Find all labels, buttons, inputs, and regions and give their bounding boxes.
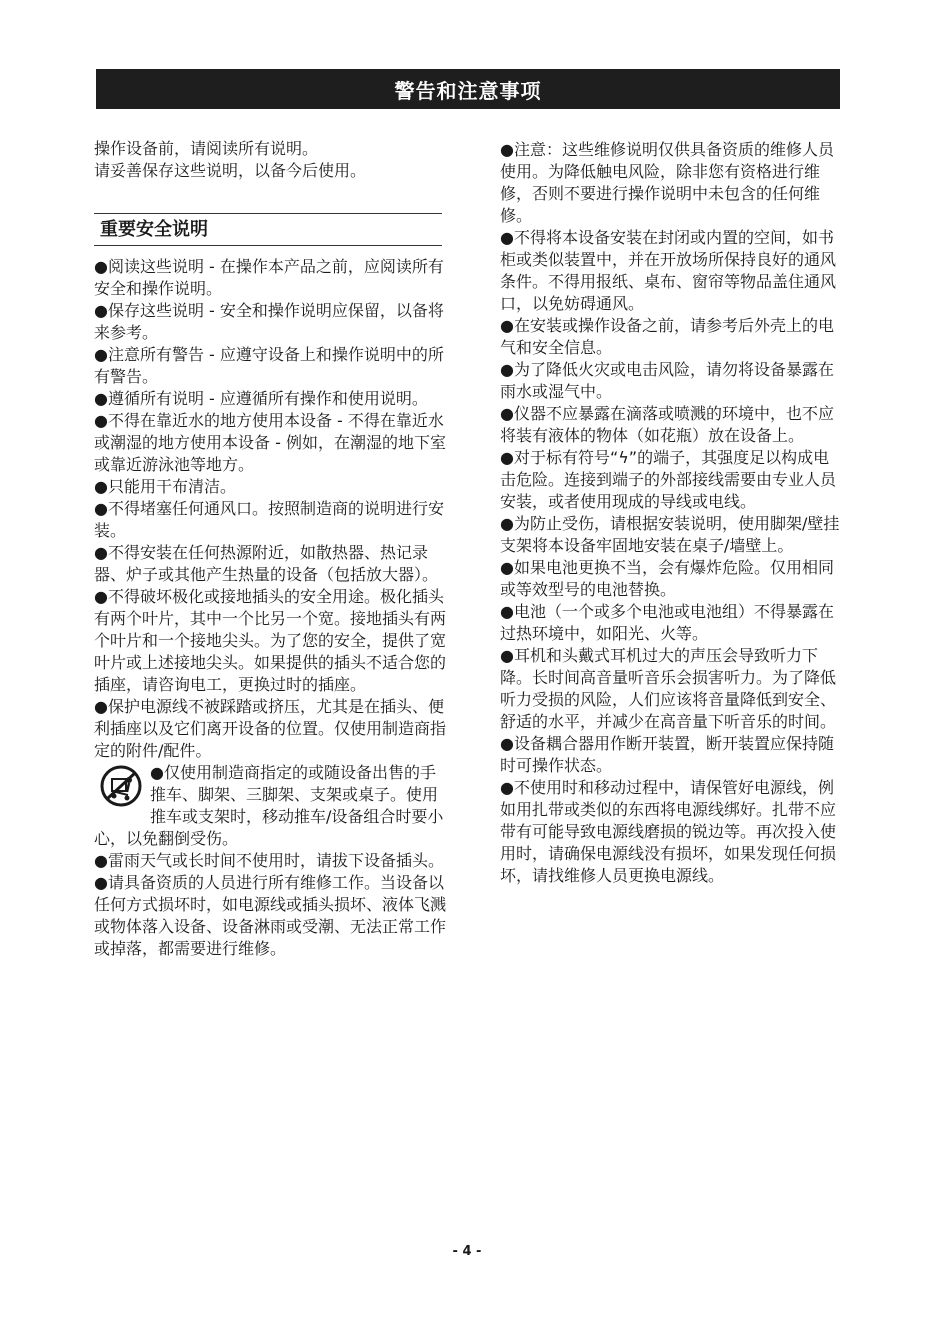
safety-item: ●电池（一个或多个电池或电池组）不得暴露在过热环境中，如阳光、火等。 (500, 602, 834, 643)
safety-item: ●在安装或操作设备之前，请参考后外壳上的电气和安全信息。 (500, 316, 834, 357)
safety-item: ●不得安装在任何热源附近，如散热器、热记录器、炉子或其他产生热量的设备（包括放大器）。 (94, 543, 439, 584)
safety-item: ●为了降低火灾或电击风险，请勿将设备暴露在雨水或湿气中。 (500, 360, 834, 401)
page-number: - 4 - (452, 1244, 482, 1259)
right-column (500, 139, 840, 887)
safety-item: ●遵循所有说明 - 应遵循所有操作和使用说明。 (94, 389, 428, 408)
safety-item: ●只能用干布清洁。 (94, 477, 236, 496)
safety-item: ●不得在靠近水的地方使用本设备 - 不得在靠近水或潮湿的地方使用本设备 - 例如，在潮湿的地下室或靠近游泳池等地方。 (94, 411, 446, 474)
safety-item: ●保存这些说明 - 安全和操作说明应保留，以备将来参考。 (94, 301, 444, 342)
cart-warning-text: ●仅使用制造商指定的或随设备出售的手推车、脚架、三脚架、支架或桌子。使用推车或支架时，移动推车/设备组合时要小心，以免翻倒受伤。 (94, 763, 444, 848)
page-header-bar (96, 69, 840, 109)
safety-item: ●设备耦合器用作断开装置，断开装置应保持随时可操作状态。 (500, 734, 834, 775)
safety-item: ●雷雨天气或长时间不使用时，请拔下设备插头。 (94, 851, 444, 870)
safety-item: ●保护电源线不被踩踏或挤压，尤其是在插头、便利插座以及它们离开设备的位置。仅使用制造商指定的附件/配件。 (94, 697, 447, 760)
page-title: 警告和注意事项 (394, 78, 542, 103)
safety-item: ●阅读这些说明 - 在操作本产品之前，应阅读所有安全和操作说明。 (94, 257, 444, 298)
safety-item: ●为防止受伤，请根据安装说明，使用脚架/壁挂支架将本设备牢固地安装在桌子/墙壁上。 (500, 514, 840, 555)
safety-item: ●不得将本设备安装在封闭或内置的空间，如书柜或类似装置中，并在开放场所保持良好的通风条件。不得用报纸、桌布、窗帘等物品盖住通风口，以免妨碍通风。 (500, 228, 837, 313)
safety-item: ●仪器不应暴露在滴落或喷溅的环境中，也不应将装有液体的物体（如花瓶）放在设备上。 (500, 404, 834, 445)
intro-line: 请妥善保存这些说明，以备今后使用。 (94, 161, 367, 180)
cart-tipover-warning-icon (98, 764, 144, 808)
safety-item: ●注意：这些维修说明仅供具备资质的维修人员使用。为降低触电风险，除非您有资格进行维修，否则不要进行操作说明中未包含的任何维修。 (500, 140, 834, 225)
safety-item: ●如果电池更换不当，会有爆炸危险。仅用相同或等效型号的电池替换。 (500, 558, 834, 599)
safety-item: ●不得破坏极化或接地插头的安全用途。极化插头有两个叶片，其中一个比另一个宽。接地插头有两个叶片和一个接地尖头。为了您的安全，提供了宽叶片或上述接地尖头。如果提供的插头不适合您的插座，请咨询电工，更换过时的插座。 (94, 587, 447, 694)
section-heading: 重要安全说明 (94, 213, 442, 246)
safety-item: ●注意所有警告 - 应遵守设备上和操作说明中的所有警告。 (94, 345, 444, 386)
left-column (94, 138, 450, 960)
safety-item: ●不使用时和移动过程中，请保管好电源线，例如用扎带或类似的东西将电源线绑好。扎带不应带有可能导致电源线磨损的锐边等。再次投入使用时，请确保电源线没有损坏，如果发现任何损坏，请找维修人员更换电源线。 (500, 778, 837, 885)
cart-warning-item (94, 762, 450, 850)
safety-item: ●请具备资质的人员进行所有维修工作。当设备以任何方式损坏时，如电源线或插头损坏、液体飞溅或物体落入设备、设备淋雨或受潮、无法正常工作或掉落，都需要进行维修。 (94, 873, 447, 958)
intro-text (94, 138, 450, 182)
intro-line: 操作设备前，请阅读所有说明。 (94, 139, 319, 158)
safety-item: ●耳机和头戴式耳机过大的声压会导致听力下降。长时间高音量听音乐会损害听力。为了降低听力受损的风险，人们应该将音量降低到安全、舒适的水平，并减少在高音量下听音乐的时间。 (500, 646, 837, 731)
safety-item: ●不得堵塞任何通风口。按照制造商的说明进行安装。 (94, 499, 444, 540)
safety-item: ●对于标有符号“ϟ”的端子，其强度足以构成电击危险。连接到端子的外部接线需要由专业人员安装，或者使用现成的导线或电线。 (500, 448, 837, 511)
